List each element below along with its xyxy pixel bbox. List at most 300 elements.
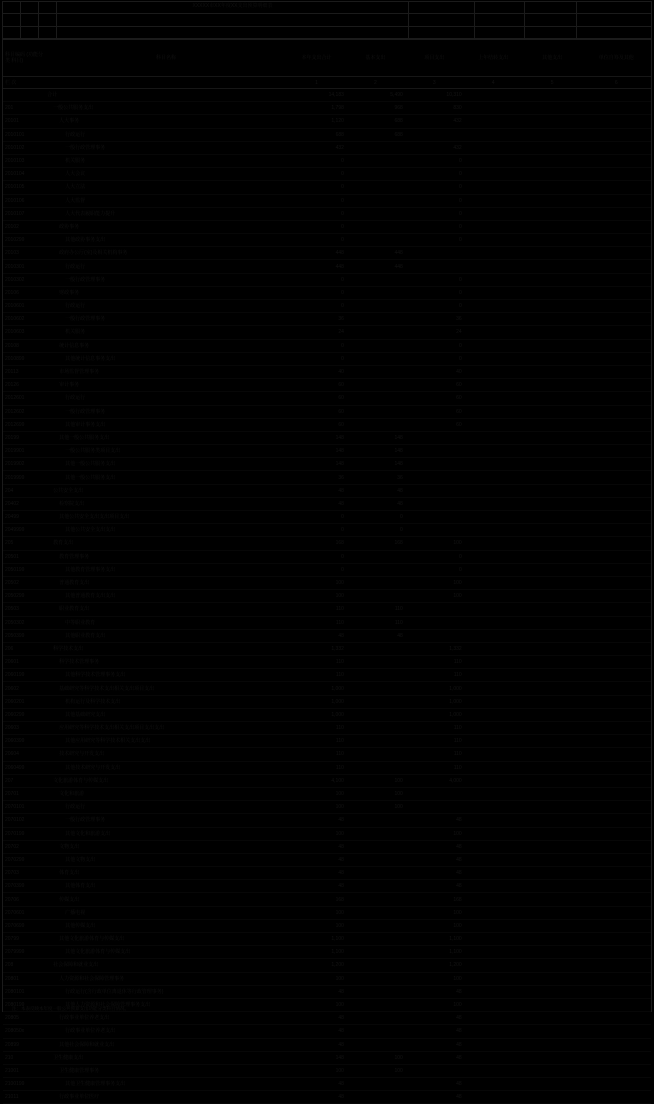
cell-value-3 [405,801,464,814]
cell-value-5 [523,234,582,247]
table-row [3,840,651,853]
table-row [3,247,651,260]
cell-value-4 [464,853,523,866]
cell-value-4 [464,880,523,893]
cell-value-2 [346,590,405,603]
cell-value-3: 10,310 [405,89,464,102]
cell-code: 2060399 [3,735,45,748]
cell-code: 208050x [3,1025,45,1038]
cell-value-1: 100 [287,906,346,919]
cell-value-6 [582,128,651,141]
cell-value-3: 110 [405,656,464,669]
cell-value-5 [523,365,582,378]
cell-value-5 [523,893,582,906]
cell-value-5 [523,1025,582,1038]
cell-value-2 [346,735,405,748]
cell-code: 20106 [3,286,45,299]
cell-subject-name: 一般行政管理事务 [45,313,287,326]
cell-value-2 [346,906,405,919]
cell-value-6 [582,497,651,510]
cell-subject-name: 其他公共安全支出支出项目支出 [45,511,287,524]
cell-value-2: 168 [346,537,405,550]
cell-subject-name: 其他公共安全支出支出 [45,524,287,537]
cell-value-3: 0 [405,300,464,313]
cell-value-3: 1,332 [405,642,464,655]
cell-subject-name: 人大立法 [45,181,287,194]
cell-value-1: 688 [287,128,346,141]
cell-value-4 [464,181,523,194]
cell-value-2 [346,840,405,853]
cell-value-3: 100 [405,972,464,985]
subheader-1: 1 [287,77,346,89]
table-row [3,154,651,167]
cell-value-6 [582,603,651,616]
cell-value-2 [346,300,405,313]
cell-value-6 [582,642,651,655]
table-row [3,985,651,998]
cell-value-3 [405,511,464,524]
cell-value-5 [523,115,582,128]
cell-value-3 [405,603,464,616]
cell-value-6 [582,379,651,392]
cell-value-6 [582,656,651,669]
cell-value-5 [523,497,582,510]
cell-value-3 [405,471,464,484]
cell-code: 2050302 [3,616,45,629]
table-row [3,484,651,497]
cell-subject-name: 一般公共服务类项目支出 [45,445,287,458]
cell-value-3: 0 [405,154,464,167]
top-cell-g3 [577,27,651,38]
cell-value-4 [464,787,523,800]
cell-code: 2079999 [3,946,45,959]
cell-value-4 [464,801,523,814]
table-row [3,576,651,589]
cell-value-1: 4,100 [287,774,346,787]
header-row-main [3,40,651,77]
cell-value-2 [346,234,405,247]
cell-code: 2070102 [3,814,45,827]
cell-subject-name: 中等职业教育 [45,616,287,629]
cell-code: 2060499 [3,761,45,774]
table-row [3,141,651,154]
cell-value-4 [464,840,523,853]
cell-value-1: 0 [287,300,346,313]
col-header-total: 本年支出合计 [287,40,346,77]
cell-code: 20199 [3,431,45,444]
cell-value-1: 48 [287,880,346,893]
cell-code: 20703 [3,867,45,880]
cell-subject-name: 基础研究等科学技术支出相关支出项目支出 [45,682,287,695]
table-row [3,919,651,932]
subheader-label: 栏 次 [3,77,45,89]
top-cell-c2 [39,14,57,25]
cell-value-3: 100 [405,998,464,1011]
cell-value-5 [523,484,582,497]
cell-code: 20899 [3,1038,45,1051]
cell-value-3: 48 [405,1025,464,1038]
cell-subject-name: 一般行政管理事务 [45,141,287,154]
cell-value-6 [582,194,651,207]
cell-value-1: 1,332 [287,642,346,655]
cell-value-6 [582,471,651,484]
cell-value-4 [464,933,523,946]
cell-subject-name: 其他一般公共服务支出 [45,458,287,471]
cell-value-4 [464,827,523,840]
document-title: XXXXX市XX年度XX支出预算明细表 [57,2,409,13]
table-row [3,893,651,906]
cell-value-3: 100 [405,590,464,603]
table-row [3,1064,651,1077]
cell-code: 2010899 [3,352,45,365]
cell-value-5 [523,220,582,233]
cell-value-2 [346,273,405,286]
cell-subject-name: 职业教育支出 [45,603,287,616]
cell-value-2 [346,405,405,418]
cell-value-1: 1,120 [287,115,346,128]
cell-value-5 [523,352,582,365]
cell-value-5 [523,563,582,576]
cell-value-6 [582,787,651,800]
cell-subject-name: 文物支出 [45,840,287,853]
cell-value-4 [464,524,523,537]
cell-value-3: 0 [405,207,464,220]
cell-code: 20701 [3,787,45,800]
top-cell-title3 [57,27,409,38]
cell-value-6 [582,1064,651,1077]
top-grid-row [3,27,651,38]
cell-value-3 [405,629,464,642]
cell-value-6 [582,906,651,919]
cell-value-3 [405,128,464,141]
cell-subject-name: 其他应用研究等科学技术相关支出支出 [45,735,287,748]
cell-value-3: 1,000 [405,708,464,721]
cell-value-5 [523,998,582,1011]
cell-value-4 [464,708,523,721]
cell-value-1: 48 [287,484,346,497]
cell-value-5 [523,656,582,669]
cell-value-6 [582,616,651,629]
cell-value-3: 48 [405,853,464,866]
cell-value-1: 48 [287,497,346,510]
cell-value-4 [464,431,523,444]
cell-value-1: 60 [287,379,346,392]
cell-value-1: 48 [287,1025,346,1038]
cell-code: 21011 [3,1091,45,1104]
table-row [3,801,651,814]
table-row [3,168,651,181]
cell-value-6 [582,207,651,220]
cell-value-3: 0 [405,563,464,576]
cell-value-1: 48 [287,1078,346,1091]
cell-value-4 [464,220,523,233]
top-cell-b2 [21,14,39,25]
cell-code: 2060299 [3,708,45,721]
cell-code: 2060201 [3,695,45,708]
cell-value-4 [464,867,523,880]
top-cell-a1 [3,2,21,13]
cell-subject-name: 一般行政管理事务 [45,405,287,418]
cell-subject-name: 其他传媒支出 [45,919,287,932]
cell-value-5 [523,774,582,787]
cell-code: 2010107 [3,207,45,220]
cell-subject-name: 机关服务 [45,326,287,339]
cell-value-2 [346,642,405,655]
cell-value-2 [346,933,405,946]
cell-value-4 [464,669,523,682]
table-row [3,1012,651,1025]
cell-subject-name: 其他一般公共服务支出 [45,431,287,444]
cell-value-3: 100 [405,537,464,550]
cell-value-3 [405,247,464,260]
cell-value-4 [464,1051,523,1064]
top-cell-b3 [21,27,39,38]
cell-subject-name: 其他技术研究与开发支出 [45,761,287,774]
cell-value-2 [346,985,405,998]
cell-value-6 [582,102,651,115]
cell-value-6 [582,313,651,326]
subheader-5: 5 [523,77,582,89]
table-row [3,735,651,748]
cell-subject-name: 其他职业教育支出 [45,629,287,642]
cell-value-4 [464,300,523,313]
cell-subject-name: 行政运行 [45,392,287,405]
cell-value-2 [346,708,405,721]
cell-value-1: 36 [287,313,346,326]
cell-value-4 [464,471,523,484]
cell-value-6 [582,893,651,906]
cell-value-3: 48 [405,1078,464,1091]
cell-subject-name: 科学技术支出 [45,642,287,655]
cell-value-3: 168 [405,893,464,906]
cell-value-4 [464,906,523,919]
cell-value-1: 24 [287,326,346,339]
cell-code: 2070101 [3,801,45,814]
table-row [3,524,651,537]
cell-code: 2010299 [3,234,45,247]
cell-value-6 [582,880,651,893]
cell-subject-name: 行政运行 [45,128,287,141]
cell-code: 2070299 [3,853,45,866]
cell-subject-name: 社会保障和就业支出 [45,959,287,972]
cell-value-1: 48 [287,629,346,642]
top-cell-a3 [3,27,21,38]
cell-value-6 [582,1051,651,1064]
top-cell-title2 [57,14,409,25]
cell-code: 2060199 [3,669,45,682]
table-row [3,102,651,115]
cell-value-3 [405,431,464,444]
cell-value-1: 48 [287,867,346,880]
cell-value-3 [405,616,464,629]
cell-value-4 [464,102,523,115]
cell-value-6 [582,154,651,167]
cell-value-5 [523,537,582,550]
cell-subject-name: 应用研究等科学技术支出相关支出项目支出支出 [45,722,287,735]
cell-value-1: 100 [287,998,346,1011]
cell-value-2 [346,207,405,220]
table-row [3,708,651,721]
cell-value-3: 110 [405,735,464,748]
cell-value-4 [464,919,523,932]
table-row [3,445,651,458]
table-row [3,497,651,510]
cell-value-6 [582,695,651,708]
table-row [3,867,651,880]
cell-value-2: 110 [346,603,405,616]
cell-value-2 [346,853,405,866]
cell-value-1: 100 [287,919,346,932]
cell-value-5 [523,207,582,220]
cell-code: 201 [3,102,45,115]
cell-value-6 [582,827,651,840]
cell-value-4 [464,985,523,998]
cell-value-3 [405,1064,464,1077]
cell-subject-name: 公共安全支出 [45,484,287,497]
cell-value-2 [346,1078,405,1091]
top-header-grid [2,1,652,39]
cell-value-5 [523,1064,582,1077]
cell-value-2 [346,194,405,207]
cell-code: 20501 [3,550,45,563]
cell-value-5 [523,682,582,695]
cell-value-6 [582,220,651,233]
table-row [3,774,651,787]
table-row [3,458,651,471]
cell-value-4 [464,194,523,207]
cell-value-5 [523,616,582,629]
col-header-name: 科目名称 [45,40,287,77]
cell-subject-name: 检察院支出 [45,497,287,510]
cell-value-4 [464,405,523,418]
top-cell-d3 [409,27,475,38]
cell-value-6 [582,168,651,181]
cell-value-6 [582,352,651,365]
top-cell-c1 [39,2,57,13]
table-row [3,431,651,444]
cell-code: 20601 [3,656,45,669]
cell-value-2 [346,827,405,840]
cell-value-2: 110 [346,616,405,629]
cell-value-1: 0 [287,154,346,167]
table-row [3,946,651,959]
cell-value-1: 110 [287,603,346,616]
table-row [3,220,651,233]
cell-value-4 [464,115,523,128]
cell-value-2: 100 [346,1064,405,1077]
top-cell-d1 [409,2,475,13]
cell-value-5 [523,590,582,603]
cell-value-5 [523,853,582,866]
cell-value-2 [346,1038,405,1051]
cell-value-5 [523,128,582,141]
cell-value-3: 48 [405,1038,464,1051]
cell-value-1: 100 [287,827,346,840]
table-row [3,471,651,484]
cell-value-5 [523,445,582,458]
cell-value-2 [346,563,405,576]
cell-value-4 [464,418,523,431]
cell-value-6 [582,115,651,128]
cell-value-2 [346,313,405,326]
cell-value-1: 148 [287,445,346,458]
cell-value-2 [346,352,405,365]
cell-value-5 [523,154,582,167]
cell-code: 2050399 [3,629,45,642]
cell-value-6 [582,181,651,194]
cell-value-6 [582,998,651,1011]
cell-value-1: 0 [287,168,346,181]
cell-value-3: 110 [405,722,464,735]
cell-code: 20101 [3,115,45,128]
cell-value-1: 110 [287,722,346,735]
cell-value-1: 0 [287,511,346,524]
top-grid-row [3,2,651,14]
top-cell-e3 [475,27,525,38]
cell-value-2 [346,286,405,299]
table-row [3,563,651,576]
cell-value-1: 148 [287,1051,346,1064]
cell-subject-name: 一般行政管理事务 [45,814,287,827]
cell-code: 20102 [3,220,45,233]
cell-value-5 [523,959,582,972]
table-row [3,880,651,893]
cell-code: 2100199 [3,1078,45,1091]
cell-code: 2019999 [3,471,45,484]
table-row [3,511,651,524]
cell-subject-name: 其他文化旅游体育与传媒支出 [45,933,287,946]
cell-value-6 [582,260,651,273]
cell-code: 2010601 [3,300,45,313]
cell-code: 2012601 [3,392,45,405]
cell-value-5 [523,840,582,853]
cell-value-3: 48 [405,840,464,853]
cell-value-6 [582,722,651,735]
cell-value-3 [405,484,464,497]
top-cell-f3 [525,27,577,38]
cell-value-6 [582,1012,651,1025]
cell-value-1: 0 [287,550,346,563]
cell-value-1: 0 [287,273,346,286]
cell-value-2 [346,576,405,589]
top-cell-f1 [525,2,577,13]
cell-value-5 [523,379,582,392]
cell-subject-name: 财政事务 [45,286,287,299]
cell-value-6 [582,682,651,695]
cell-value-4 [464,128,523,141]
cell-subject-name: 合计 [45,89,287,102]
cell-value-1: 48 [287,985,346,998]
cell-value-2: 100 [346,774,405,787]
cell-value-5 [523,801,582,814]
cell-value-1: 100 [287,801,346,814]
cell-value-2 [346,656,405,669]
cell-value-5 [523,392,582,405]
cell-value-1: 100 [287,576,346,589]
cell-value-6 [582,1038,651,1051]
cell-code: 20706 [3,893,45,906]
cell-value-4 [464,234,523,247]
cell-code: 206 [3,642,45,655]
cell-value-6 [582,89,651,102]
cell-subject-name: 教育管理事务 [45,550,287,563]
cell-code: 2070699 [3,919,45,932]
cell-value-3: 100 [405,919,464,932]
cell-value-6 [582,985,651,998]
cell-code: 2010103 [3,154,45,167]
cell-value-5 [523,181,582,194]
cell-value-4 [464,946,523,959]
